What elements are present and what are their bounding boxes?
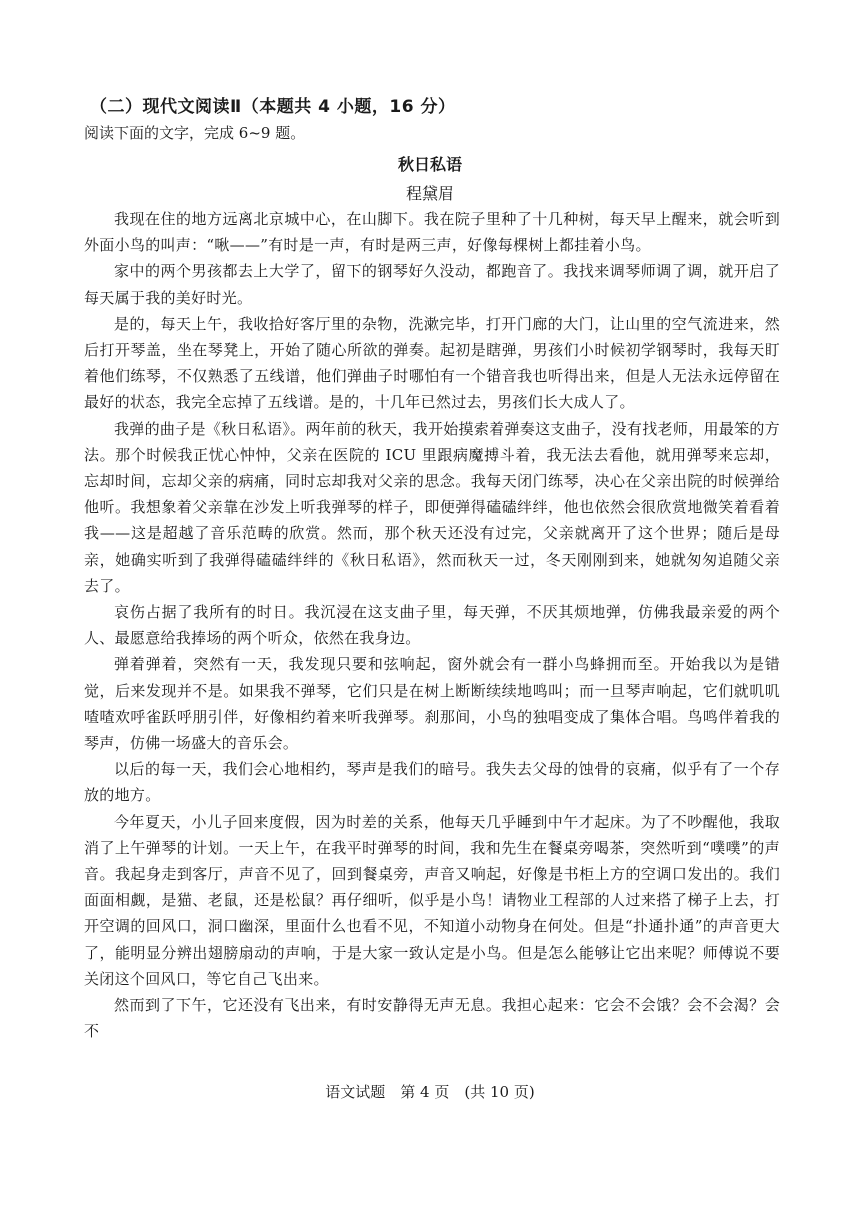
paragraph: 家中的两个男孩都去上大学了，留下的钢琴好久没动，都跑音了。我找来调琴师调了调，就开启了每天属于我的美好时光。 [84,262,780,307]
article-title: 秋日私语 [397,155,462,174]
section-title: （二）现代文阅读Ⅱ（本题共 4 小题，16 分） [90,97,456,117]
paragraph: 哀伤占据了我所有的时日。我沉浸在这支曲子里，每天弹，不厌其烦地弹，仿佛我最亲爱的两个人、最愿意给我捧场的两个听众，依然在我身边。 [84,603,780,648]
paragraph: 我弹的曲子是《秋日私语》。两年前的秋天，我开始摸索着弹奏这支曲子，没有找老师，用最笨的方法。那个时候我正忧心忡忡，父亲在医院的 ICU 里跟病魔搏斗着，我无法去看他，就用弹琴来忘却，忘却时间，忘却父亲的病痛，同时忘却我对父亲的思念。我每天闭门练琴，决心在父亲出院的时候弹给他听。我想象着父亲靠在沙发上听我弹琴的样子，即便弹得磕磕绊绊，他也依然会很欣赏地微笑着看着我——这是超越了音乐范畴的欣赏。然而，那个秋天还没有过完，父亲就离开了这个世界；随后是母亲，她确实听到了我弹得磕磕绊绊的《秋日私语》，然而秋天一过，冬天刚刚到来，她就匆匆追随父亲去了。 [84,419,780,595]
article-author: 程黛眉 [405,184,454,203]
page-footer: 语文试题 第 4 页 (共 10 页) [325,1083,535,1101]
paragraph: 以后的每一天，我们会心地相约，琴声是我们的暗号。我失去父母的蚀骨的哀痛，似乎有了一个存放的地方。 [84,760,780,805]
paragraph: 我现在住的地方远离北京城中心，在山脚下。我在院子里种了十几种树，每天早上醒来，就会听到外面小鸟的叫声：“啾——”有时是一声，有时是两三声，好像每棵树上都挂着小鸟。 [84,210,780,255]
paragraph: 然而到了下午，它还没有飞出来，有时安静得无声无息。我担心起来：它会不会饿？会不会渴？会不 [84,996,780,1041]
paragraph: 是的，每天上午，我收拾好客厅里的杂物，洗漱完毕，打开门廊的大门，让山里的空气流进来，然后打开琴盖，坐在琴凳上，开始了随心所欲的弹奏。起初是瞎弹，男孩们小时候初学钢琴时，我每天盯着他们练琴，不仅熟悉了五线谱，他们弹曲子时哪怕有一个错音我也听得出来，但是人无法永远停留在最好的状态，我完全忘掉了五线谱。是的，十几年已然过去，男孩们长大成人了。 [84,314,780,412]
paragraph: 弹着弹着，突然有一天，我发现只要和弦响起，窗外就会有一群小鸟蜂拥而至。开始我以为是错觉，后来发现并不是。如果我不弹琴，它们只是在树上断断续续地鸣叫；而一旦琴声响起，它们就叽叽喳喳欢呼雀跃呼朋引伴，好像相约着来听我弹琴。刹那间，小鸟的独唱变成了集体合唱。鸟鸣伴着我的琴声，仿佛一场盛大的音乐会。 [84,655,780,753]
paragraph: 今年夏天，小儿子回来度假，因为时差的关系，他每天几乎睡到中午才起床。为了不吵醒他，我取消了上午弹琴的计划。一天上午，在我平时弹琴的时间，我和先生在餐桌旁喝茶，突然听到“噗噗”的声音。我起身走到客厅，声音不见了，回到餐桌旁，声音又响起，好像是书柜上方的空调口发出的。我们面面相觑，是猫、老鼠，还是松鼠？再仔细听，似乎是小鸟！请物业工程部的人过来搭了梯子上去，打开空调的回风口，洞口幽深，里面什么也看不见，不知道小动物身在何处。但是“扑通扑通”的声音更大了，能明显分辨出翅膀扇动的声响，于是大家一致认定是小鸟。但是怎么能够让它出来呢？师傅说不要关闭这个回风口，等它自己飞出来。 [84,812,780,988]
reading-instruction: 阅读下面的文字，完成 6~9 题。 [84,124,306,142]
article-body [84,206,780,1045]
